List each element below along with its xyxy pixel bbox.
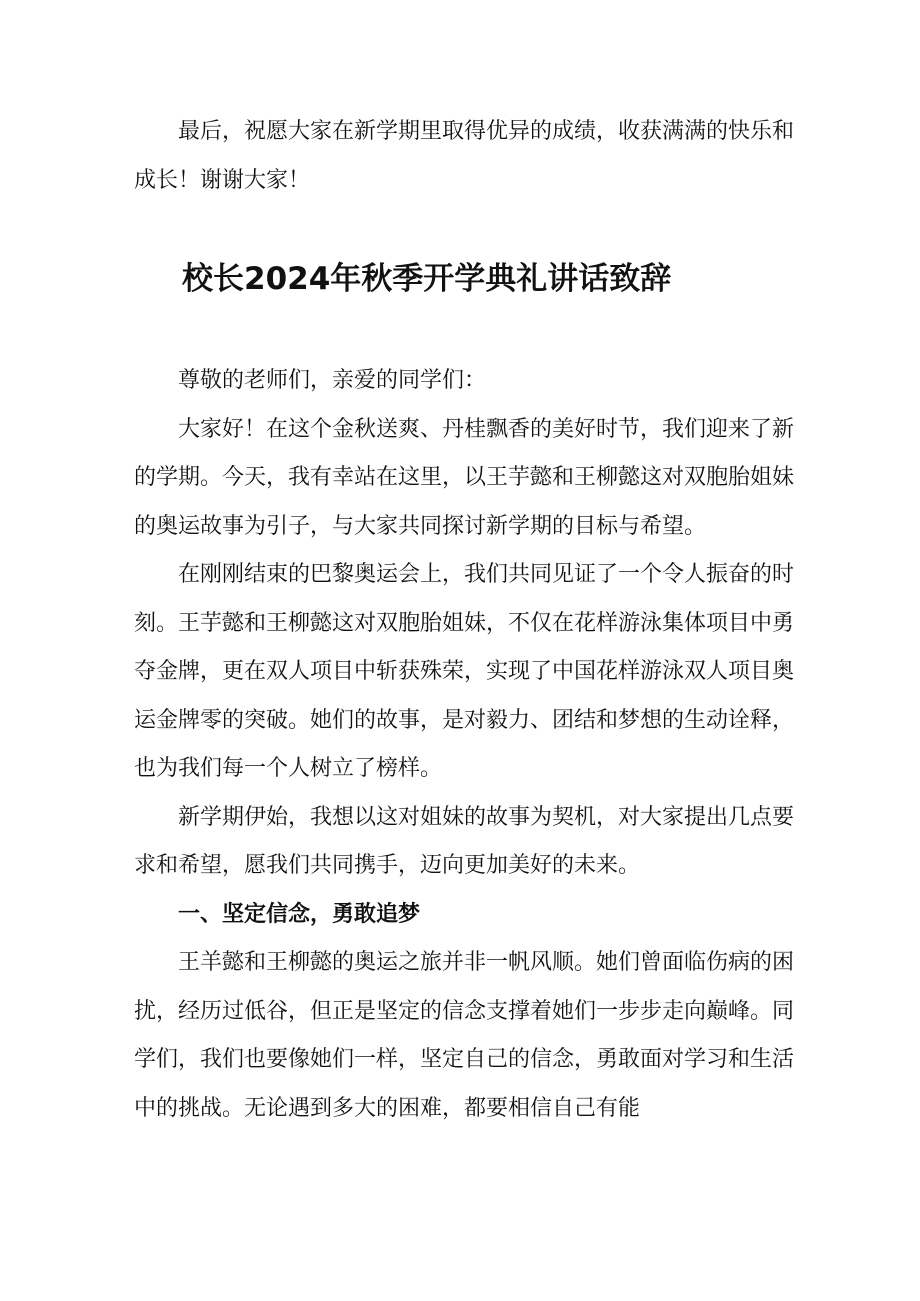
salutation: 尊敬的老师们，亲爱的同学们： — [178, 368, 487, 393]
body-paragraph: 新学期伊始，我想以这对姐妹的故事为契机，对大家提出几点要求和希望，愿我们共同携手，迈向更加美好的未来。 — [134, 804, 795, 878]
body-paragraph: 大家好！在这个金秋送爽、丹桂飘香的美好时节，我们迎来了新的学期。今天，我有幸站在这里，以王芋懿和王柳懿这对双胞胎姐妹的奥运故事为引子，与大家共同探讨新学期的目标与希望。 — [134, 416, 795, 539]
speech-title: 校长2024年秋季开学典礼讲话致辞 — [182, 261, 672, 297]
closing-paragraph: 最后，祝愿大家在新学期里取得优异的成绩，收获满满的快乐和成长！谢谢大家！ — [134, 119, 795, 193]
body-paragraph: 在刚刚结束的巴黎奥运会上，我们共同见证了一个令人振奋的时刻。王芋懿和王柳懿这对双胞胎姐妹，不仅在花样游泳集体项目中勇夺金牌，更在双人项目中斩获殊荣，实现了中国花样游泳双人项目奥运金牌零的突破。她们的故事，是对毅力、团结和梦想的生动诠释，也为我们每一个人树立了榜样。 — [134, 562, 795, 781]
document-body — [134, 108, 794, 1133]
section-paragraph: 王羊懿和王柳懿的奥运之旅并非一帆风顺。她们曾面临伤病的困扰，经历过低谷，但正是坚定的信念支撑着她们一步步走向巅峰。同学们，我们也要像她们一样，坚定自己的信念，勇敢面对学习和生活中的挑战。无论遇到多大的困难，都要相信自己有能 — [134, 950, 795, 1121]
section-heading: 一、坚定信念，勇敢追梦 — [178, 901, 421, 927]
